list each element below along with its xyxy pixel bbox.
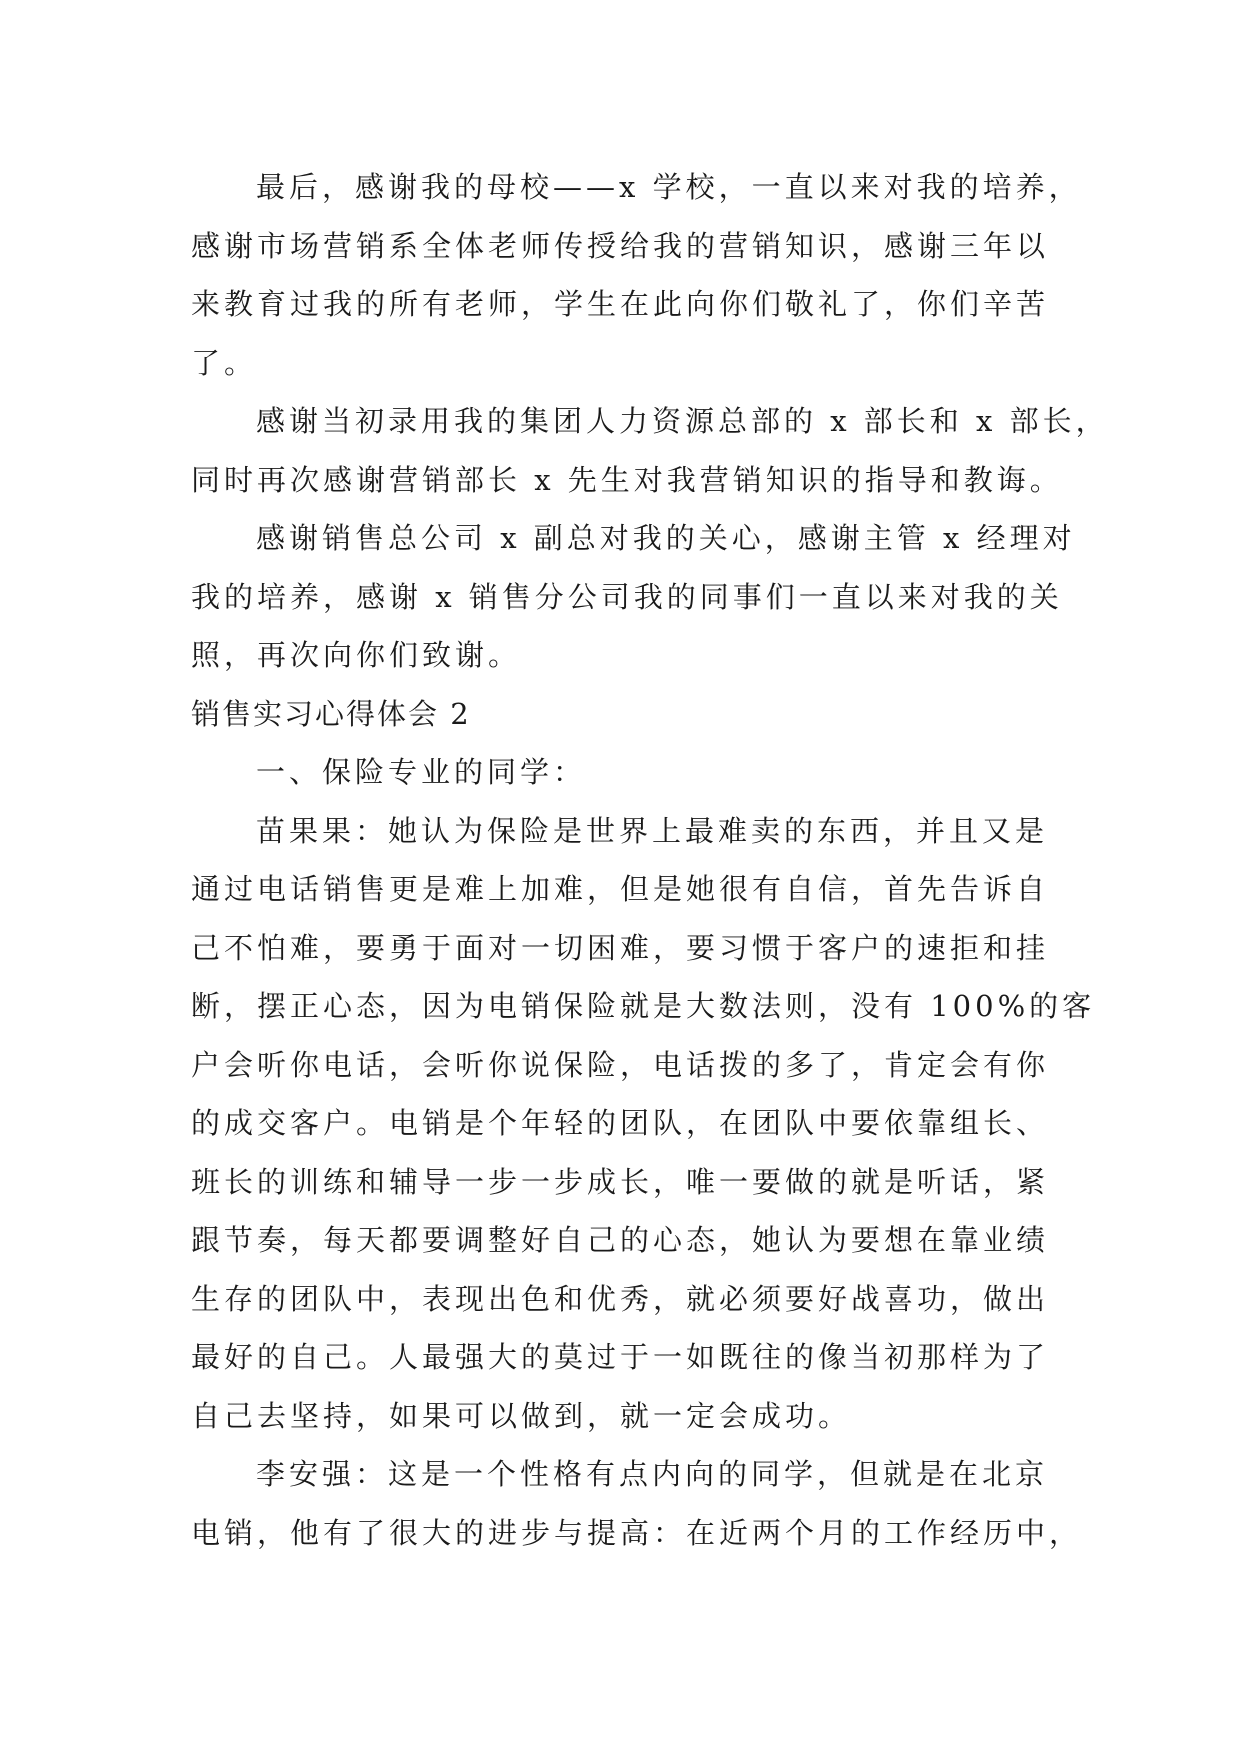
text-line: 己不怕难，要勇于面对一切困难，要习惯于客户的速拒和挂 (191, 930, 1050, 965)
text-line: 通过电话销售更是难上加难，但是她很有自信，首先告诉自 (191, 872, 1050, 906)
paragraph-thanks-sales (191, 509, 1076, 685)
text-line: 跟节奏，每天都要调整好自己的心态，她认为要想在靠业绩 (191, 1223, 1050, 1257)
paragraph-thanks-hr (191, 392, 1109, 509)
text-line: 李安强：这是一个性格有点内向的同学，但就是在北京 (256, 1457, 1049, 1491)
text-line: 感谢销售总公司 x 副总对我的关心，感谢主管 x 经理对 (256, 521, 1076, 555)
text-line: 照，再次向你们致谢。 (191, 638, 522, 672)
text-line: 感谢当初录用我的集团人力资源总部的 x 部长和 x 部长， (256, 404, 1109, 438)
text-line: 最后，感谢我的母校——x 学校，一直以来对我的培养， (256, 170, 1082, 204)
text-line: 的成交客户。电销是个年轻的团队，在团队中要依靠组长、 (191, 1106, 1050, 1140)
text-line: 自己去坚持，如果可以做到，就一定会成功。 (191, 1398, 852, 1433)
document-body (191, 158, 1109, 1562)
text-line: 断，摆正心态，因为电销保险就是大数法则，没有 100%的客 (191, 989, 1096, 1023)
text-line: 感谢市场营销系全体老师传授给我的营销知识，感谢三年以 (191, 228, 1050, 263)
text-line: 生存的团队中，表现出色和优秀，就必须要好战喜功，做出 (191, 1281, 1050, 1316)
text-line: 苗果果：她认为保险是世界上最难卖的东西，并且又是 (256, 813, 1049, 848)
text-line: 来教育过我的所有老师，学生在此向你们敬礼了，你们辛苦 (191, 287, 1050, 321)
text-line: 最好的自己。人最强大的莫过于一如既往的像当初那样为了 (191, 1340, 1050, 1374)
subsection-title: 一、保险专业的同学： (256, 755, 587, 789)
text-line: 同时再次感谢营销部长 x 先生对我营销知识的指导和教诲。 (191, 462, 1063, 497)
paragraph-thanks-school (191, 158, 1082, 392)
subsection-heading (191, 743, 1061, 802)
text-line: 班长的训练和辅导一步一步成长，唯一要做的就是听话，紧 (191, 1164, 1050, 1199)
section-heading (191, 685, 1061, 744)
text-line: 我的培养，感谢 x 销售分公司我的同事们一直以来对我的关 (191, 579, 1063, 614)
text-line: 电销，他有了很大的进步与提高：在近两个月的工作经历中， (191, 1515, 1083, 1550)
section-title: 销售实习心得体会 2 (191, 696, 471, 731)
paragraph-miao-guoguo (191, 802, 1096, 1446)
text-line: 了。 (191, 345, 258, 380)
text-line: 户会听你电话，会听你说保险，电话拨的多了，肯定会有你 (191, 1047, 1050, 1082)
paragraph-li-anqiang (191, 1445, 1083, 1562)
